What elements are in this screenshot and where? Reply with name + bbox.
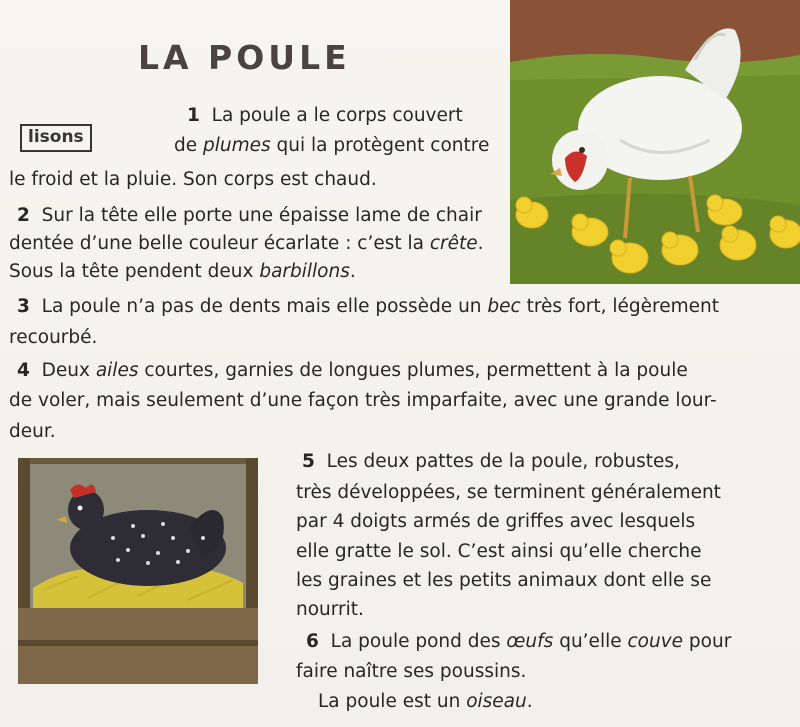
paragraph-number: 3 <box>17 296 30 317</box>
text-run: La poule n’a pas de dents mais elle possède un <box>41 296 488 317</box>
text-run: . <box>526 691 533 712</box>
text-run: Deux <box>41 360 96 381</box>
paragraph-3-line-1 <box>17 295 719 319</box>
lisons-badge: lisons <box>20 124 92 152</box>
text-run-italic: ailes <box>95 360 139 381</box>
text-run-italic: œufs <box>506 631 554 652</box>
paragraph-4-line-2: de voler, mais seulement d’une façon très imparfaite, avec une grande lour- <box>9 390 717 411</box>
text-run-italic: bec <box>487 296 521 317</box>
paragraph-2-line-3 <box>9 260 356 284</box>
paragraph-5-line-5: les graines et les petits animaux dont elle se <box>296 570 712 591</box>
paragraph-5-line-3: par 4 doigts armés de griffes avec lesquels <box>296 511 696 532</box>
paragraph-number: 2 <box>17 205 30 226</box>
text-run: dentée d’une belle couleur écarlate : c’est la <box>9 233 430 254</box>
text-run: . <box>477 233 484 254</box>
text-run-italic: crête <box>429 233 478 254</box>
paragraph-5-line-6: nourrit. <box>296 599 364 620</box>
paragraph-6-line-3 <box>318 690 533 714</box>
text-run: Sous la tête pendent deux <box>9 261 260 282</box>
paragraph-5-line-1 <box>302 450 680 474</box>
paragraph-2-line-2 <box>9 232 484 256</box>
paragraph-6-line-1 <box>306 630 731 654</box>
paragraph-1-line-3: le froid et la pluie. Son corps est chaud. <box>9 169 377 190</box>
text-run-italic: oiseau <box>466 691 527 712</box>
page-title: LA POULE <box>138 38 351 77</box>
text-run: La poule a le corps couvert <box>211 105 463 126</box>
paragraph-1-line-2 <box>174 134 489 158</box>
text-run: La poule pond des <box>330 631 507 652</box>
paragraph-3-line-2: recourbé. <box>9 327 98 348</box>
text-run: pour <box>683 631 732 652</box>
text-run: courtes, garnies de longues plumes, permettent à la poule <box>138 360 688 381</box>
text-run: La poule est un <box>318 691 467 712</box>
paragraph-5-line-4: elle gratte le sol. C’est ainsi qu’elle cherche <box>296 541 702 562</box>
paragraph-number: 4 <box>17 360 30 381</box>
paragraph-6-line-2: faire naître ses poussins. <box>296 661 527 682</box>
text-run: . <box>349 261 356 282</box>
paragraph-4-line-1 <box>17 359 688 383</box>
paragraph-5-line-2: très développées, se terminent généralement <box>296 482 721 503</box>
text-run: Sur la tête elle porte une épaisse lame de chair <box>41 205 482 226</box>
nesting-hen-illustration <box>18 458 258 684</box>
paragraph-number: 6 <box>306 631 319 652</box>
paragraph-number: 1 <box>187 105 200 126</box>
hen-with-chicks-illustration <box>510 0 800 284</box>
paragraph-1-line-1 <box>187 104 463 128</box>
text-run-italic: barbillons <box>259 261 350 282</box>
text-run: qu’elle <box>553 631 628 652</box>
text-run: de <box>174 135 204 156</box>
text-run: qui la protègent contre <box>270 135 490 156</box>
paragraph-number: 5 <box>302 451 315 472</box>
text-run: Les deux pattes de la poule, robustes, <box>326 451 680 472</box>
text-run-italic: couve <box>627 631 684 652</box>
paragraph-4-line-3: deur. <box>9 421 56 442</box>
text-run: très fort, légèrement <box>520 296 719 317</box>
text-run-italic: plumes <box>203 135 271 156</box>
paragraph-2-line-1 <box>17 204 482 228</box>
